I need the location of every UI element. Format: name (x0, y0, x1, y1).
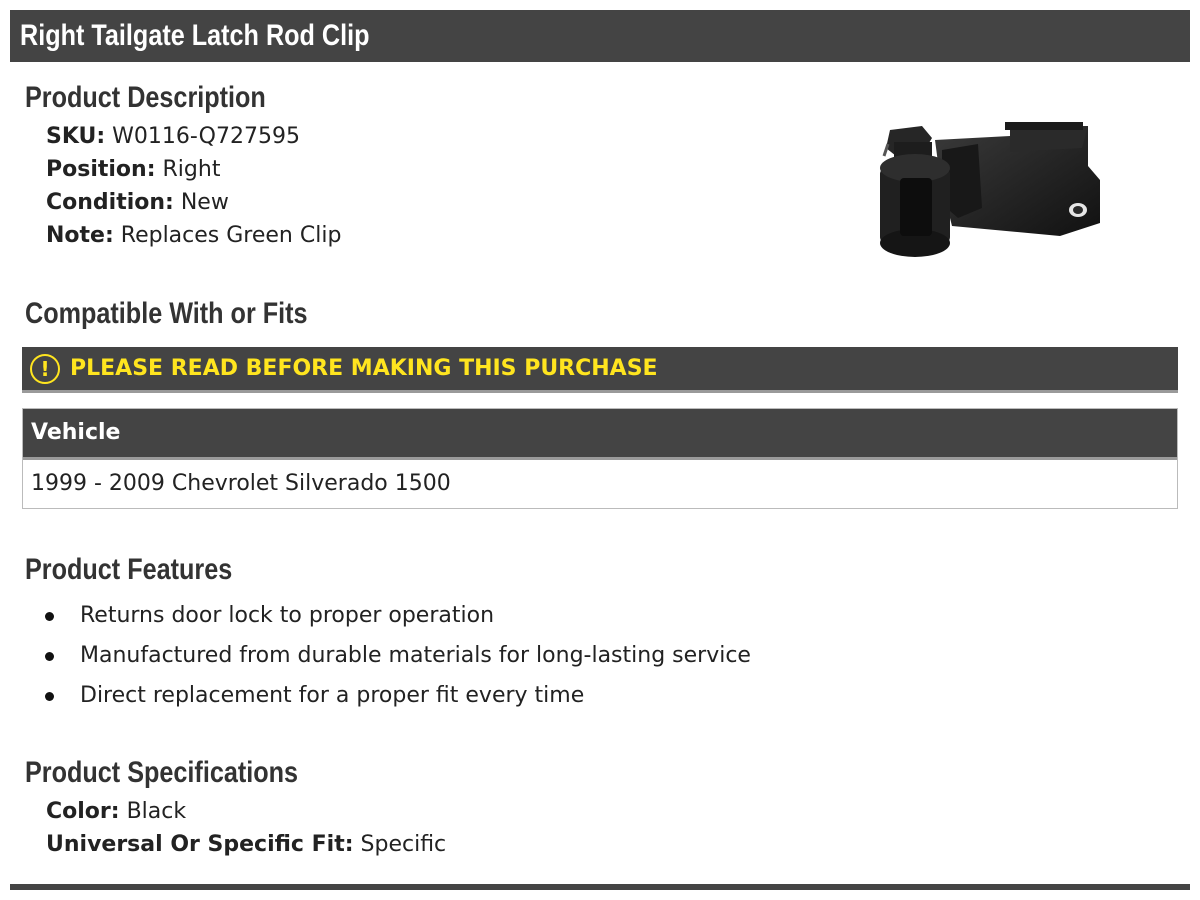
position-label: Position: (46, 157, 156, 182)
condition-row (46, 186, 229, 219)
purchase-warning-bar (22, 347, 1178, 393)
vehicle-table (22, 408, 1178, 509)
bullet-icon (45, 692, 54, 701)
feature-text: Manufactured from durable materials for long-lasting service (80, 643, 751, 668)
title-bar (10, 10, 1190, 62)
vehicle-column-header: Vehicle (23, 409, 1177, 460)
color-row (46, 795, 186, 828)
fit-label: Universal Or Specific Fit: (46, 832, 354, 857)
note-label: Note: (46, 223, 114, 248)
product-image (860, 108, 1120, 268)
position-row (46, 153, 220, 186)
list-item (0, 596, 751, 636)
features-list (0, 596, 751, 716)
position-value: Right (162, 157, 221, 182)
list-item (0, 676, 751, 716)
note-value: Replaces Green Clip (120, 223, 342, 248)
sku-value: W0116-Q727595 (112, 124, 300, 149)
purchase-warning-text: PLEASE READ BEFORE MAKING THIS PURCHASE (70, 356, 658, 381)
fit-value: Specific (360, 832, 447, 857)
list-item (0, 636, 751, 676)
table-row: 1999 - 2009 Chevrolet Silverado 1500 (31, 471, 451, 496)
product-specifications-heading: Product Specifications (25, 756, 299, 789)
color-label: Color: (46, 799, 120, 824)
condition-label: Condition: (46, 190, 174, 215)
compatibility-heading: Compatible With or Fits (25, 297, 308, 330)
feature-text: Direct replacement for a proper fit every time (80, 683, 585, 708)
condition-value: New (180, 190, 229, 215)
fit-row (46, 828, 446, 861)
note-row (46, 219, 341, 252)
page-title: Right Tailgate Latch Rod Clip (20, 19, 370, 52)
bullet-icon (45, 612, 54, 621)
alert-circle-icon: ! (30, 354, 60, 384)
feature-text: Returns door lock to proper operation (80, 603, 495, 628)
color-value: Black (126, 799, 187, 824)
sku-label: SKU: (46, 124, 106, 149)
product-features-heading: Product Features (25, 553, 233, 586)
bullet-icon (45, 652, 54, 661)
sku-row (46, 120, 300, 153)
bottom-divider (10, 884, 1190, 890)
product-description-heading: Product Description (25, 81, 266, 114)
